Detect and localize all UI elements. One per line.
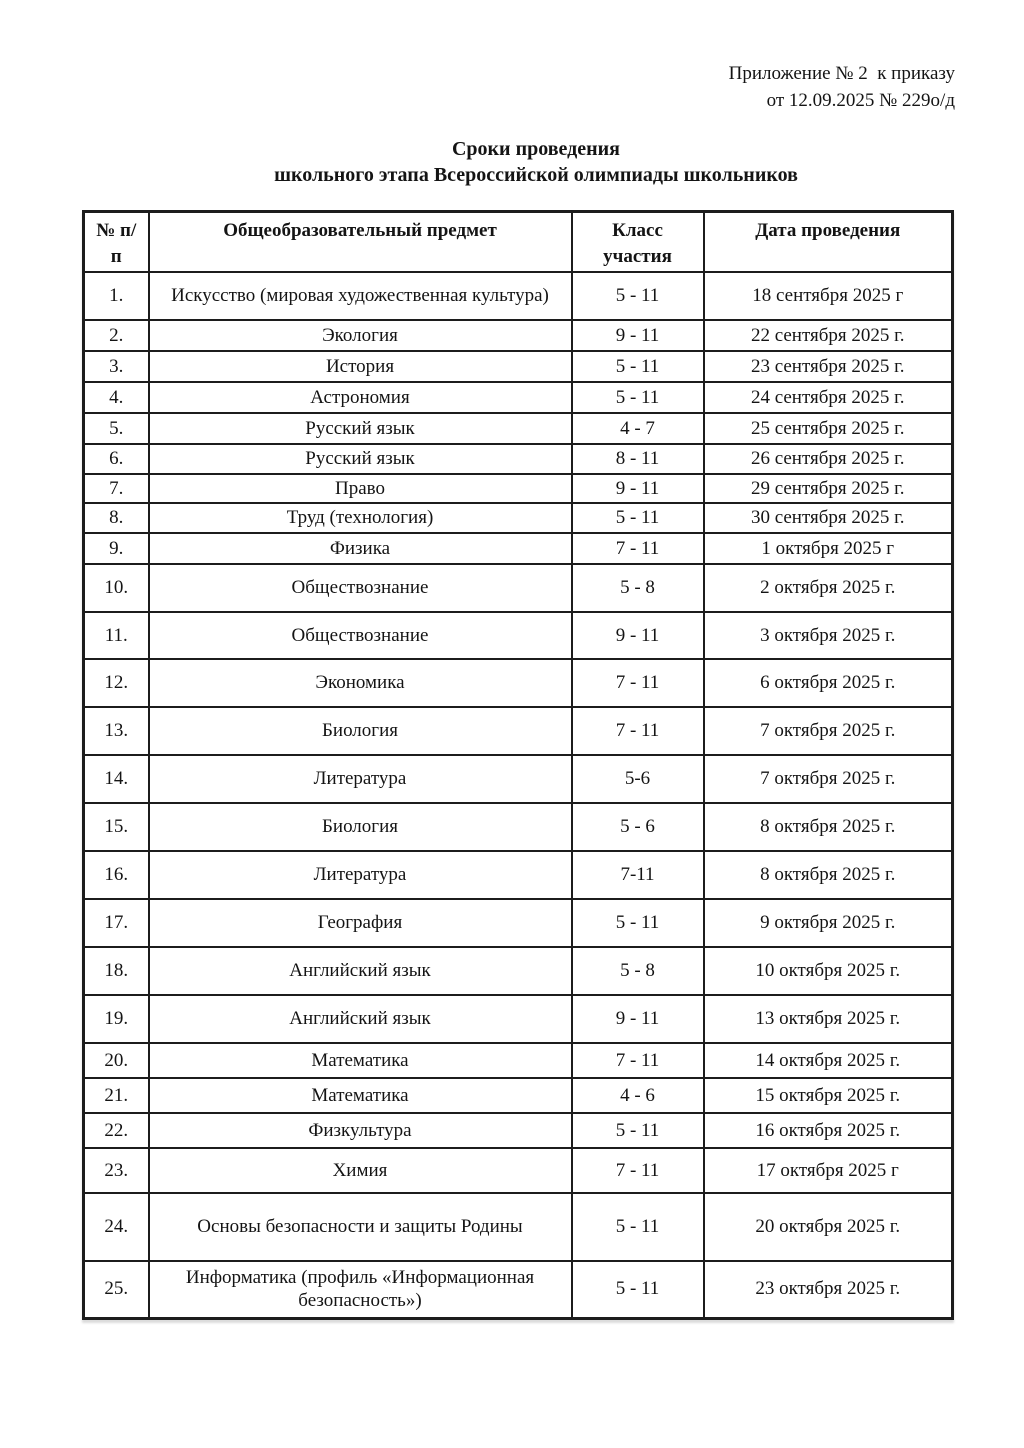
subject-cell: Право (149, 474, 572, 503)
date-cell: 2 октября 2025 г. (704, 564, 953, 612)
row-number-cell: 16. (84, 851, 149, 899)
subject-cell: Английский язык (149, 947, 572, 995)
date-cell: 16 октября 2025 г. (704, 1113, 953, 1148)
date-cell: 26 сентября 2025 г. (704, 444, 953, 474)
table-row (84, 351, 953, 382)
row-number-cell: 23. (84, 1148, 149, 1193)
title-line-2: школьного этапа Всероссийской олимпиады школьников (274, 164, 798, 186)
subject-cell: Экономика (149, 659, 572, 707)
table-row (84, 272, 953, 320)
date-cell: 14 октября 2025 г. (704, 1043, 953, 1078)
grade-cell: 9 - 11 (572, 612, 704, 659)
row-number-cell: 6. (84, 444, 149, 474)
grade-cell: 5-6 (572, 755, 704, 803)
table-row (84, 1261, 953, 1318)
date-cell: 8 октября 2025 г. (704, 851, 953, 899)
table-row (84, 474, 953, 503)
subject-cell: География (149, 899, 572, 947)
row-number-cell: 8. (84, 503, 149, 533)
date-cell: 7 октября 2025 г. (704, 755, 953, 803)
table-row (84, 899, 953, 947)
date-cell: 3 октября 2025 г. (704, 612, 953, 659)
row-number-cell: 3. (84, 351, 149, 382)
subject-cell: Биология (149, 707, 572, 755)
subject-cell: Английский язык (149, 995, 572, 1043)
subject-cell: Экология (149, 320, 572, 351)
grade-cell: 5 - 11 (572, 272, 704, 320)
subject-cell: Литература (149, 755, 572, 803)
row-number-cell: 9. (84, 533, 149, 564)
grade-cell: 7 - 11 (572, 1043, 704, 1078)
row-number-cell: 1. (84, 272, 149, 320)
grade-cell: 5 - 11 (572, 1193, 704, 1261)
date-cell: 1 октября 2025 г (704, 533, 953, 564)
date-cell: 23 октября 2025 г. (704, 1261, 953, 1318)
title-line-1: Сроки проведения (451, 138, 621, 160)
subject-cell: Информатика (профиль «Информационная безопасность») (149, 1261, 572, 1318)
grade-cell: 7-11 (572, 851, 704, 899)
grade-cell: 7 - 11 (572, 533, 704, 564)
grade-cell: 5 - 11 (572, 1261, 704, 1318)
row-number-cell: 10. (84, 564, 149, 612)
subject-cell: История (149, 351, 572, 382)
table-row (84, 444, 953, 474)
table-row (84, 382, 953, 413)
row-number-cell: 14. (84, 755, 149, 803)
table-row (84, 564, 953, 612)
annotation-line-1: Приложение № 2 к приказу (728, 63, 955, 84)
table-row (84, 612, 953, 659)
table-body (84, 272, 953, 1318)
table-row (84, 533, 953, 564)
subject-cell: Обществознание (149, 564, 572, 612)
grade-cell: 7 - 11 (572, 1148, 704, 1193)
subject-cell: Русский язык (149, 413, 572, 444)
row-number-cell: 13. (84, 707, 149, 755)
row-number-cell: 17. (84, 899, 149, 947)
row-number-cell: 20. (84, 1043, 149, 1078)
subject-cell: Астрономия (149, 382, 572, 413)
subject-cell: Основы безопасности и защиты Родины (149, 1193, 572, 1261)
subject-cell: Русский язык (149, 444, 572, 474)
date-cell: 17 октября 2025 г (704, 1148, 953, 1193)
grade-cell: 9 - 11 (572, 320, 704, 351)
grade-cell: 5 - 8 (572, 564, 704, 612)
date-cell: 20 октября 2025 г. (704, 1193, 953, 1261)
date-cell: 15 октября 2025 г. (704, 1078, 953, 1113)
grade-cell: 9 - 11 (572, 474, 704, 503)
subject-cell: Физкультура (149, 1113, 572, 1148)
header-subject: Общеобразовательный предмет (149, 212, 572, 273)
row-number-cell: 12. (84, 659, 149, 707)
row-number-cell: 19. (84, 995, 149, 1043)
date-cell: 30 сентября 2025 г. (704, 503, 953, 533)
grade-cell: 5 - 6 (572, 803, 704, 851)
subject-cell: Искусство (мировая художественная культура) (149, 272, 572, 320)
date-cell: 7 октября 2025 г. (704, 707, 953, 755)
grade-cell: 7 - 11 (572, 659, 704, 707)
grade-cell: 5 - 11 (572, 1113, 704, 1148)
date-cell: 9 октября 2025 г. (704, 899, 953, 947)
subject-cell: Биология (149, 803, 572, 851)
table-row (84, 755, 953, 803)
table-row (84, 413, 953, 444)
date-cell: 13 октября 2025 г. (704, 995, 953, 1043)
table-row (84, 320, 953, 351)
date-cell: 22 сентября 2025 г. (704, 320, 953, 351)
schedule-table (82, 210, 954, 1320)
table-row (84, 659, 953, 707)
date-cell: 24 сентября 2025 г. (704, 382, 953, 413)
header-date: Дата проведения (704, 212, 953, 273)
row-number-cell: 7. (84, 474, 149, 503)
table-row (84, 1113, 953, 1148)
date-cell: 29 сентября 2025 г. (704, 474, 953, 503)
grade-cell: 5 - 11 (572, 351, 704, 382)
row-number-cell: 2. (84, 320, 149, 351)
grade-cell: 5 - 11 (572, 899, 704, 947)
grade-cell: 5 - 8 (572, 947, 704, 995)
table-row (84, 1078, 953, 1113)
table-row (84, 1148, 953, 1193)
subject-cell: Обществознание (149, 612, 572, 659)
date-cell: 25 сентября 2025 г. (704, 413, 953, 444)
row-number-cell: 24. (84, 1193, 149, 1261)
grade-cell: 9 - 11 (572, 995, 704, 1043)
date-cell: 8 октября 2025 г. (704, 803, 953, 851)
grade-cell: 5 - 11 (572, 382, 704, 413)
row-number-cell: 5. (84, 413, 149, 444)
table-header-row (84, 212, 953, 273)
date-cell: 18 сентября 2025 г (704, 272, 953, 320)
table-row (84, 707, 953, 755)
document-title (82, 136, 990, 188)
grade-cell: 5 - 11 (572, 503, 704, 533)
header-row-number: № п/п (84, 212, 149, 273)
row-number-cell: 25. (84, 1261, 149, 1318)
table-row (84, 503, 953, 533)
header-grade: Класс участия (572, 212, 704, 273)
date-cell: 6 октября 2025 г. (704, 659, 953, 707)
table-row (84, 851, 953, 899)
table-row (84, 947, 953, 995)
subject-cell: Литература (149, 851, 572, 899)
table-row (84, 803, 953, 851)
document-annotation (0, 0, 955, 114)
grade-cell: 8 - 11 (572, 444, 704, 474)
row-number-cell: 18. (84, 947, 149, 995)
row-number-cell: 4. (84, 382, 149, 413)
grade-cell: 4 - 7 (572, 413, 704, 444)
subject-cell: Математика (149, 1043, 572, 1078)
row-number-cell: 11. (84, 612, 149, 659)
table-header (84, 212, 953, 273)
subject-cell: Математика (149, 1078, 572, 1113)
row-number-cell: 15. (84, 803, 149, 851)
row-number-cell: 22. (84, 1113, 149, 1148)
grade-cell: 4 - 6 (572, 1078, 704, 1113)
row-number-cell: 21. (84, 1078, 149, 1113)
subject-cell: Физика (149, 533, 572, 564)
subject-cell: Труд (технология) (149, 503, 572, 533)
date-cell: 10 октября 2025 г. (704, 947, 953, 995)
annotation-line-2: от 12.09.2025 № 229о/д (766, 90, 955, 111)
table-row (84, 1043, 953, 1078)
subject-cell: Химия (149, 1148, 572, 1193)
table-row (84, 1193, 953, 1261)
table-row (84, 995, 953, 1043)
grade-cell: 7 - 11 (572, 707, 704, 755)
date-cell: 23 сентября 2025 г. (704, 351, 953, 382)
